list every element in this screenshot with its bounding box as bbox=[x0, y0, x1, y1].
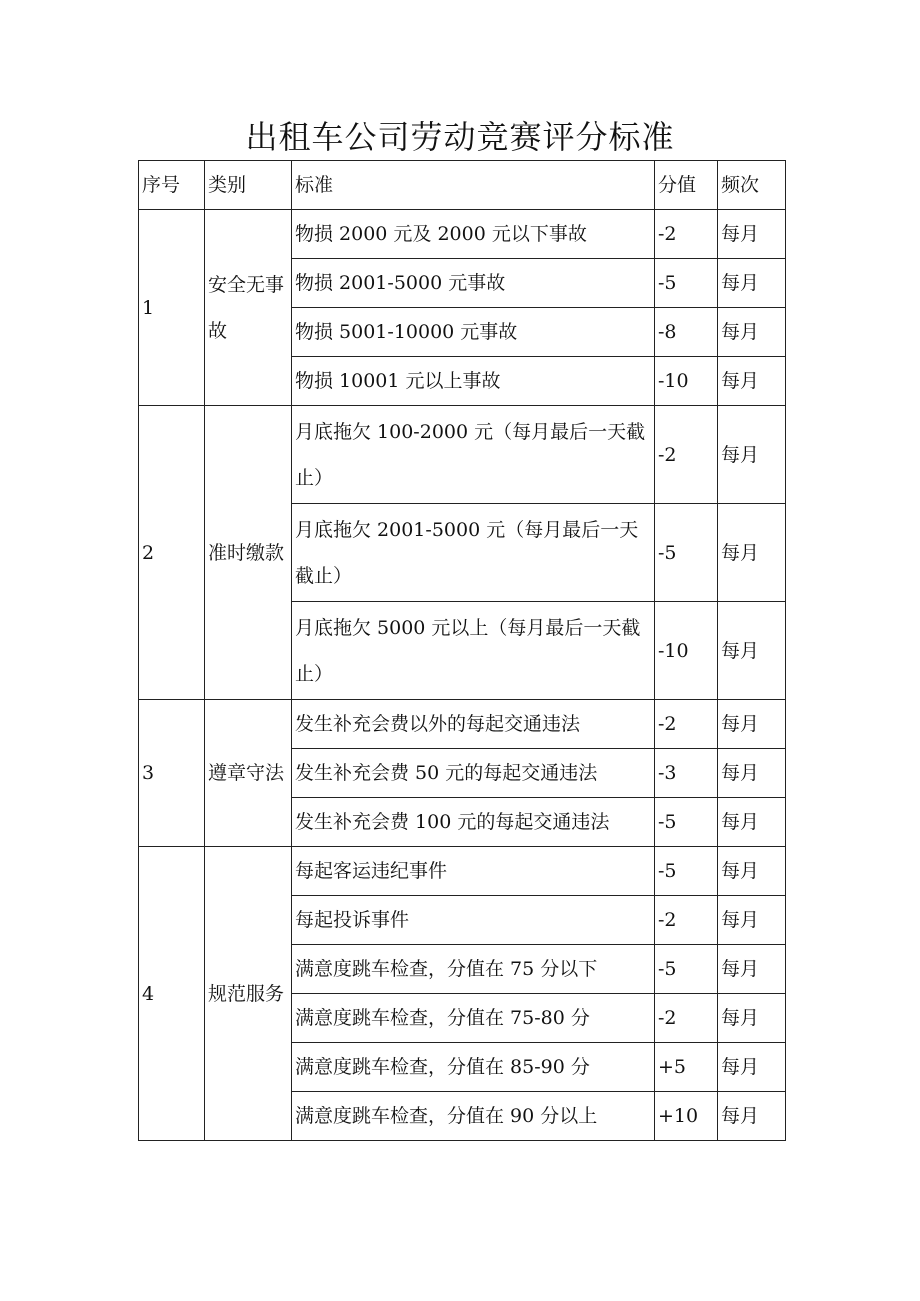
header-no: 序号 bbox=[139, 161, 205, 210]
standard-cell: 满意度跳车检查，分值在 75-80 分 bbox=[292, 994, 655, 1043]
score-cell: -5 bbox=[655, 945, 718, 994]
score-cell: -5 bbox=[655, 847, 718, 896]
frequency-cell: 每月 bbox=[718, 749, 786, 798]
frequency-cell: 每月 bbox=[718, 798, 786, 847]
header-frequency: 频次 bbox=[718, 161, 786, 210]
group-number: 1 bbox=[139, 210, 205, 406]
header-standard: 标准 bbox=[292, 161, 655, 210]
scoring-table bbox=[138, 160, 786, 1141]
header-row bbox=[139, 161, 786, 210]
header-category: 类别 bbox=[205, 161, 292, 210]
score-cell: -2 bbox=[655, 896, 718, 945]
standard-text: 月底拖欠 2001-5000 元（每月最后一天截止） bbox=[295, 518, 639, 587]
standard-cell: 物损 2000 元及 2000 元以下事故 bbox=[292, 210, 655, 259]
frequency-cell: 每月 bbox=[718, 896, 786, 945]
frequency-cell: 每月 bbox=[718, 259, 786, 308]
group-category bbox=[205, 847, 292, 1141]
category-text: 规范服务 bbox=[208, 982, 285, 1005]
standard-cell: 物损 10001 元以上事故 bbox=[292, 357, 655, 406]
table-row bbox=[139, 847, 786, 896]
standard-cell: 每起投诉事件 bbox=[292, 896, 655, 945]
score-cell: -5 bbox=[655, 259, 718, 308]
table-row bbox=[139, 700, 786, 749]
standard-cell: 满意度跳车检查，分值在 85-90 分 bbox=[292, 1043, 655, 1092]
standard-cell: 满意度跳车检查，分值在 75 分以下 bbox=[292, 945, 655, 994]
score-cell: -2 bbox=[655, 406, 718, 504]
group-category bbox=[205, 406, 292, 700]
group-number: 3 bbox=[139, 700, 205, 847]
frequency-cell: 每月 bbox=[718, 994, 786, 1043]
group-category bbox=[205, 210, 292, 406]
frequency-cell: 每月 bbox=[718, 847, 786, 896]
standard-cell: 每起客运违纪事件 bbox=[292, 847, 655, 896]
table-row bbox=[139, 406, 786, 504]
category-text: 安全无事故 bbox=[208, 273, 285, 342]
group-number: 2 bbox=[139, 406, 205, 700]
frequency-cell: 每月 bbox=[718, 1043, 786, 1092]
score-cell: -2 bbox=[655, 994, 718, 1043]
score-cell: +5 bbox=[655, 1043, 718, 1092]
header-score: 分值 bbox=[655, 161, 718, 210]
frequency-cell: 每月 bbox=[718, 210, 786, 259]
score-cell: -8 bbox=[655, 308, 718, 357]
frequency-cell: 每月 bbox=[718, 945, 786, 994]
frequency-cell: 每月 bbox=[718, 357, 786, 406]
score-cell: -3 bbox=[655, 749, 718, 798]
group-number: 4 bbox=[139, 847, 205, 1141]
frequency-cell: 每月 bbox=[718, 406, 786, 504]
frequency-cell: 每月 bbox=[718, 1092, 786, 1141]
standard-cell: 发生补充会费以外的每起交通违法 bbox=[292, 700, 655, 749]
standard-text: 月底拖欠 100-2000 元（每月最后一天截止） bbox=[295, 420, 646, 489]
frequency-cell: 每月 bbox=[718, 308, 786, 357]
page-title: 出租车公司劳动竞赛评分标准 bbox=[245, 118, 675, 156]
frequency-cell: 每月 bbox=[718, 700, 786, 749]
standard-cell: 发生补充会费 50 元的每起交通违法 bbox=[292, 749, 655, 798]
table-row bbox=[139, 210, 786, 259]
standard-text: 月底拖欠 5000 元以上（每月最后一天截止） bbox=[295, 616, 641, 685]
frequency-cell: 每月 bbox=[718, 602, 786, 700]
standard-cell: 发生补充会费 100 元的每起交通违法 bbox=[292, 798, 655, 847]
score-cell: -10 bbox=[655, 357, 718, 406]
frequency-cell: 每月 bbox=[718, 504, 786, 602]
standard-cell: 物损 2001-5000 元事故 bbox=[292, 259, 655, 308]
category-text: 准时缴款 bbox=[208, 541, 285, 564]
standard-cell bbox=[292, 602, 655, 700]
category-text: 遵章守法 bbox=[208, 762, 285, 784]
score-cell: +10 bbox=[655, 1092, 718, 1141]
score-cell: -2 bbox=[655, 210, 718, 259]
group-category bbox=[205, 700, 292, 847]
standard-cell bbox=[292, 406, 655, 504]
standard-cell: 物损 5001-10000 元事故 bbox=[292, 308, 655, 357]
score-cell: -2 bbox=[655, 700, 718, 749]
standard-cell: 满意度跳车检查，分值在 90 分以上 bbox=[292, 1092, 655, 1141]
score-cell: -5 bbox=[655, 798, 718, 847]
standard-cell bbox=[292, 504, 655, 602]
score-cell: -10 bbox=[655, 602, 718, 700]
score-cell: -5 bbox=[655, 504, 718, 602]
